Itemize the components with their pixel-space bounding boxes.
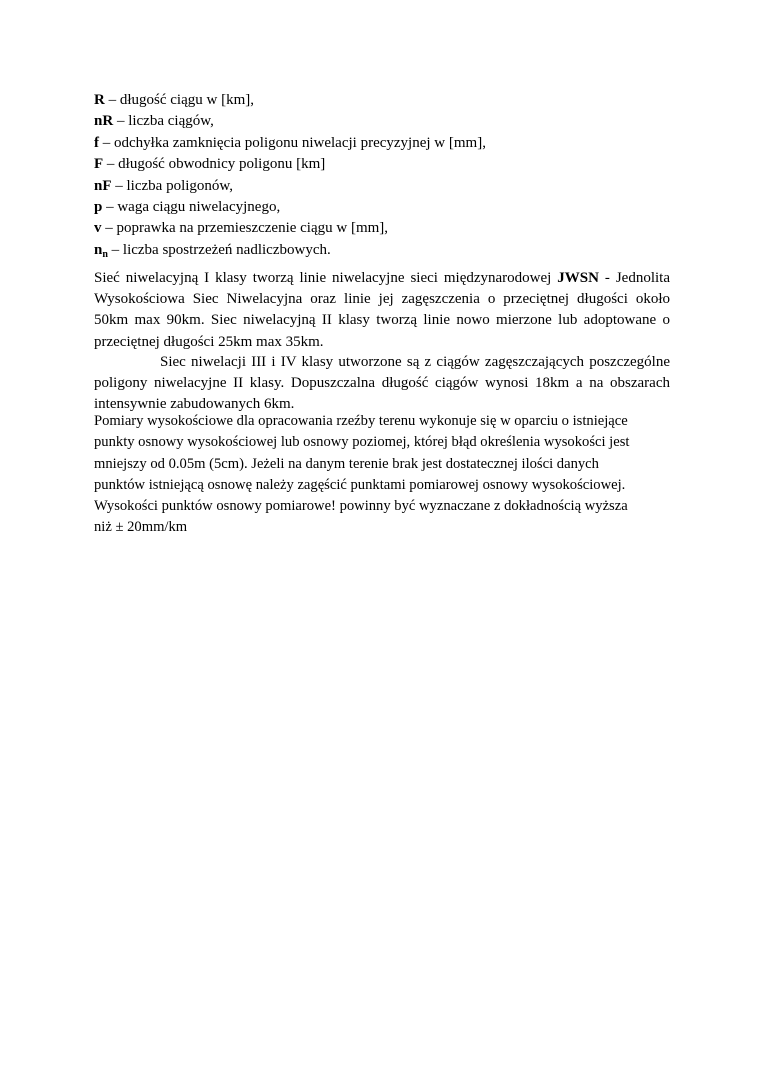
legend-description: – długość ciągu w [km], — [104, 92, 254, 108]
paragraph-line: punkty osnowy wysokościowej lub osnowy poziomej, której błąd określenia wysokości jest — [94, 434, 630, 451]
symbol-legend — [94, 90, 694, 261]
legend-symbol: $n_n$ — [94, 241, 108, 260]
paragraph-line: poligony niwelacyjne II klasy. Dopuszczalna długość ciągów wynosi 18km a na obszarach — [94, 375, 670, 392]
paragraph-line: przeciętnej długości 25km max 35km. — [94, 333, 324, 350]
legend-item-nr — [94, 111, 694, 132]
legend-description: – długość obwodnicy poligonu [km] — [103, 156, 326, 173]
legend-symbol: f — [94, 134, 99, 151]
paragraph-line: punktów istniejącą osnowę należy zagęścić punktami pomiarowej osnowy wysokościowej. — [94, 476, 626, 493]
legend-description: – liczba ciągów, — [113, 113, 214, 130]
legend-item-f — [94, 133, 694, 154]
paragraph-line: Sieć niwelacyjną I klasy tworzą linie niwelacyjne sieci międzynarodowej JWSN - Jednolita — [94, 270, 670, 286]
legend-description: – liczba spostrzeżeń nadliczbowych. — [107, 241, 331, 258]
legend-item-p — [94, 197, 694, 218]
legend-symbol: nR — [94, 113, 114, 130]
legend-symbol: F — [94, 156, 104, 173]
legend-item-nf — [94, 176, 694, 197]
paragraph-line: Pomiary wysokościowe dla opracowania rzeźby terenu wykonuje się w oparciu o istniejące — [94, 413, 628, 429]
paragraph-first-class-network — [94, 268, 670, 353]
paragraph-third-fourth-class-network — [94, 352, 670, 416]
legend-symbol: R — [94, 92, 105, 108]
legend-description: – liczba poligonów, — [111, 177, 234, 194]
paragraph-height-measurements — [94, 411, 674, 539]
paragraph-line: Siec niwelacji III i IV klasy utworzone są z ciągów zagęszczających poszczególne — [160, 354, 670, 370]
legend-description: – waga ciągu niwelacyjnego, — [102, 199, 281, 216]
legend-subscript: n — [102, 248, 108, 260]
legend-item-v — [94, 218, 694, 239]
legend-item-r — [94, 90, 694, 111]
paragraph-line: mniejszy od 0.05m (5cm). Jeżeli na danym terenie brak jest dostatecznej ilości danych — [94, 455, 599, 472]
legend-item-F — [94, 154, 694, 175]
legend-symbol: nF — [94, 177, 112, 194]
legend-symbol: v — [94, 220, 102, 237]
paragraph-line: niż ± 20mm/km — [94, 519, 188, 536]
legend-item-nn — [94, 240, 694, 261]
jwsn-abbreviation: JWSN — [557, 270, 599, 286]
paragraph-line: Wysokości punktów osnowy pomiarowe! powinny być wyznaczane z dokładnością wyższa — [94, 498, 628, 515]
paragraph-line: intensywnie zabudowanych 6km. — [94, 396, 295, 413]
paragraph-line: Wysokościowa Siec Niwelacyjna oraz linie jej zagęszczenia o przeciętnej długości około — [94, 291, 670, 308]
legend-symbol: p — [94, 199, 103, 216]
legend-description: – odchyłka zamknięcia poligonu niwelacji precyzyjnej w [mm], — [99, 134, 486, 151]
paragraph-line: 50km max 90km. Siec niwelacyjną II klasy tworzą linie nowo mierzone lub adoptowane o — [94, 312, 670, 329]
legend-description: – poprawka na przemieszczenie ciągu w [mm], — [101, 220, 389, 237]
